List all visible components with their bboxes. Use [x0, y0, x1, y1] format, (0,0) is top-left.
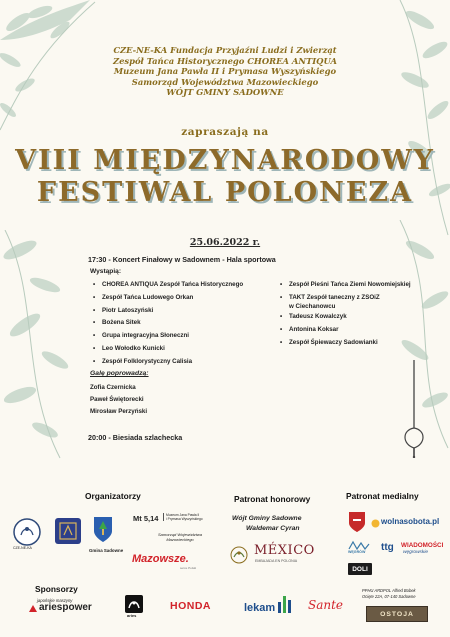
- ariespower-logo: ariespower: [39, 602, 92, 613]
- list-item: • Piotr Latoszyński: [93, 306, 273, 319]
- aries-label: aries: [127, 613, 137, 618]
- mazowsze-sub-label: serce Polski: [180, 566, 197, 570]
- ppuh-line-2: Ocięte 22A, 07-140 Sadowne: [362, 594, 416, 599]
- list-item: • Leo Wołodko Kunicki: [93, 344, 273, 357]
- invite-text: zapraszają na: [181, 126, 269, 138]
- host-name: Paweł Świętorecki: [90, 396, 144, 403]
- mexico-label: MÉXICO: [254, 543, 315, 558]
- ostoja-label: OSTOJA: [380, 610, 414, 618]
- ostoja-logo: [366, 606, 428, 622]
- wiadomosci-logo: WIADOMOŚCI: [401, 542, 444, 549]
- wegrow-crest-icon: [348, 511, 366, 533]
- list-item: • Bożena Sitek: [93, 318, 273, 331]
- host-name: Zofia Czernicka: [90, 384, 136, 391]
- list-item: • Grupa integracyjna Słoneczni: [93, 331, 273, 344]
- list-item: • CHOREA ANTIQUA Zespół Tańca Historycznego: [93, 280, 273, 293]
- organizer-line-3: Muzeum Jana Pawła II i Prymasa Wyszyńskiego: [113, 66, 337, 77]
- gmina-sadowne-crest-icon: [92, 515, 114, 543]
- wolnasobota-logo: wolnasobota.pl: [381, 517, 440, 526]
- organizer-line-1: CZE-NE-KA Fundacja Przyjaźni Ludzi i Zwierząt: [113, 45, 337, 55]
- list-item: • Antonina Koksar: [280, 325, 440, 338]
- media-section-title: Patronat medialny: [346, 491, 419, 501]
- wolnasobota-icon: [371, 519, 380, 528]
- cze-ne-ka-label: CZE-NE-KA: [13, 546, 32, 550]
- mazowsze-logo: Mazowsze.: [132, 553, 189, 565]
- honorary-line-2: Waldemar Cyran: [246, 525, 300, 532]
- ariespower-icon: [28, 604, 38, 613]
- wegrow-town-icon: [348, 540, 370, 550]
- mexico-sub-label: EMBAJADA EN POLONIA: [255, 559, 298, 563]
- muzeum-name-label: Muzeum Jana Pawła II i Prymasa Wyszyńskiego: [163, 513, 203, 521]
- list-item: • TAKT Zespół taneczny z ZSOiZ w Ciechanowcu: [280, 293, 440, 313]
- doli-label: DOLI: [352, 565, 368, 573]
- ppuh-line-1: PPHU ARDPOL Alfred Bobek: [362, 588, 416, 593]
- list-item: • Zespół Tańca Ludowego Orkan: [93, 293, 273, 306]
- sponsors-section-title: Sponsorzy: [35, 584, 78, 594]
- gmina-sadowne-label: Gmina Sadowne: [89, 548, 124, 553]
- wegrow-label: WĘGRÓW: [348, 550, 366, 554]
- title-line-1: VIII MIĘDZYNARODOWY: [15, 145, 435, 176]
- organizer-line-4: Samorząd Województwa Mazowieckiego: [131, 76, 319, 87]
- list-item: • Zespół Folklorystyczny Calisia: [93, 357, 273, 370]
- honda-logo: HONDA: [170, 600, 211, 612]
- japonskie-label: japońskie maszyny: [37, 598, 73, 603]
- honorary-section-title: Patronat honorowy: [234, 494, 311, 504]
- chorea-antiqua-logo: [55, 518, 81, 544]
- performers-right-list: [280, 280, 440, 351]
- honorary-line-1: Wójt Gminy Sadowne: [232, 515, 302, 522]
- list-item: • Zespół Pieśni Tańca Ziemi Nowomiejskiej: [280, 280, 440, 293]
- organizer-line-5: WÓJT GMINY SADOWNE: [166, 87, 284, 98]
- sante-logo: Sante: [308, 598, 344, 612]
- ttg-logo: ttg: [381, 542, 394, 553]
- mexico-eagle-icon: [229, 545, 249, 565]
- host-name: Mirosław Perzyński: [90, 408, 148, 415]
- leaves-left-decoration: [0, 230, 90, 460]
- performers-left-list: [93, 280, 273, 370]
- title-line-2: FESTIWAL POLONEZA: [36, 177, 414, 208]
- lekam-bars-icon: [277, 592, 293, 614]
- event-date: 25.06.2022 r.: [189, 237, 261, 248]
- biesiada-line: 20:00 - Biesiada szlachecka: [88, 433, 183, 442]
- sword-icon: [394, 358, 434, 458]
- hosts-heading: Galę poprowadzą:: [90, 370, 149, 377]
- cze-ne-ka-logo: [12, 517, 42, 547]
- list-item: • Zespół Śpiewaczy Sadowianki: [280, 338, 440, 351]
- performers-heading: Wystąpią:: [90, 268, 122, 275]
- list-item: • Tadeusz Kowalczyk: [280, 312, 440, 325]
- aries-emblem-icon: [125, 595, 143, 613]
- organizer-line-2: Zespół Tańca Historycznego CHOREA ANTIQUA: [112, 55, 338, 66]
- lekam-logo: lekam: [244, 602, 276, 614]
- muzeum-mt-label: Mt 5,14: [133, 514, 159, 523]
- doli-logo: [348, 563, 372, 575]
- samorzad-label: Samorząd Województwa Mazowieckiego: [157, 532, 203, 542]
- concert-line: 17:30 - Koncert Finałowy w Sadownem - Hala sportowa: [88, 255, 276, 264]
- wiadomosci-sub-label: węgrowskie: [403, 550, 429, 555]
- organizers-header: [0, 45, 450, 98]
- organizers-section-title: Organizatorzy: [85, 491, 141, 501]
- hosts-list: [90, 382, 147, 418]
